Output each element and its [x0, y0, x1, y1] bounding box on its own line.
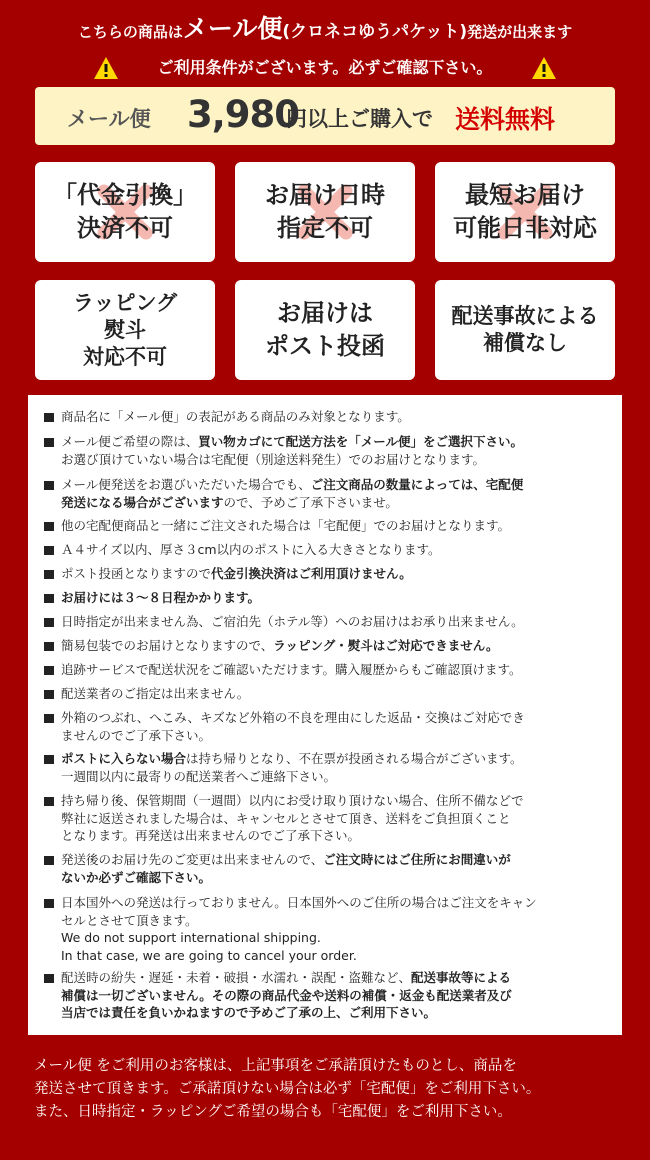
bullet-square — [44, 974, 54, 983]
rule-item — [44, 851, 631, 886]
notice-post-delivery — [235, 280, 415, 380]
rule-text-bold: お届けには３～８日程かかります。 — [61, 590, 261, 605]
header-mail-text: メール便 — [182, 14, 283, 43]
rule-text: 弊社に返送されました場合は、キャンセルとさせて頂き、送料をご負担頂くこと — [61, 810, 511, 826]
bullet-square — [44, 899, 54, 908]
notice-text: 「代金引換」 — [53, 181, 197, 209]
notice-text: 対応不可 — [83, 344, 167, 369]
rules-list — [28, 395, 622, 1035]
rule-text-bold: ご注文商品の数量によっては、宅配便 — [310, 477, 524, 492]
rule-item — [44, 894, 631, 964]
rule-text: は持ち帰りとなり、不在票が投函される場合がございます。 — [186, 751, 523, 766]
bullet-square — [44, 856, 54, 865]
header-text: こちらの商品は — [77, 23, 183, 41]
bullet-square — [44, 413, 54, 422]
warning-icon — [531, 56, 557, 80]
footer-line: メール便 をご利用のお客様は、上記事項をご承諾頂けたものとし、商品を — [34, 1058, 517, 1074]
banner-mail-label: メール便 — [67, 107, 151, 131]
rule-text: メール便ご希望の際は、 — [61, 434, 199, 449]
rule-text: セルとさせて頂きます。 — [61, 912, 198, 928]
banner-free-shipping: 送料無料 — [455, 105, 556, 134]
notice-no-cod — [35, 162, 215, 262]
rule-text: 日本国外への発送は行っておりません。日本国外へのご住所の場合はご注文をキャン — [61, 895, 537, 910]
rule-text: 他の宅配便商品と一緒にご注文された場合は「宅配便」でのお届けとなります。 — [61, 518, 511, 533]
footer-note — [34, 1055, 624, 1124]
rule-text: 簡易包装でのお届けとなりますので、 — [61, 638, 274, 653]
rule-item — [44, 637, 631, 655]
rule-item — [44, 541, 631, 559]
rule-text: 配送業者のご指定は出来ません。 — [61, 686, 250, 701]
notice-text: 配送事故による — [451, 304, 599, 328]
rule-text: 一週間以内に最寄りの配送業者へご連絡下さい。 — [61, 768, 337, 784]
rule-text: メール便発送をお選びいただいた場合でも、 — [61, 477, 311, 492]
rule-text: ませんのでご了承下さい。 — [61, 727, 212, 743]
rule-text-bold: ポストに入らない場合 — [61, 751, 187, 766]
notice-text: ラッピング — [72, 290, 178, 315]
bullet-square — [44, 714, 54, 723]
rule-text-bold: 買い物カゴにて配送方法を「メール便」をご選択下さい。 — [198, 434, 524, 449]
rule-text-bold: 配送事故等による — [411, 970, 512, 985]
notice-text: 補償なし — [483, 331, 567, 355]
rule-text: 商品名に「メール便」の表記がある商品のみ対象となります。 — [61, 409, 410, 424]
rule-text-bold: ないか必ずご確認下さい。 — [61, 869, 212, 885]
rule-item — [44, 613, 631, 631]
bullet-square — [44, 666, 54, 675]
footer-line: また、日時指定・ラッピングご希望の場合も「宅配便」をご利用下さい。 — [34, 1104, 512, 1120]
rule-item — [44, 661, 631, 679]
header-title — [0, 14, 650, 47]
rule-item — [44, 750, 631, 785]
rule-item — [44, 589, 631, 607]
rule-text: となります。再発送は出来ませんのでご了承下さい。 — [61, 828, 361, 843]
warning-text: ご利用条件がございます。必ずご確認下さい。 — [157, 58, 493, 77]
notice-text: 決済不可 — [77, 214, 173, 242]
rule-text: ポスト投函となりますので — [61, 566, 212, 581]
bullet-square — [44, 618, 54, 627]
rule-text-bold: 代金引換決済はご利用頂けません。 — [211, 566, 412, 581]
banner-amount: 3,980 — [187, 93, 300, 136]
bullet-square — [44, 481, 54, 490]
rule-item — [44, 685, 631, 703]
rule-item — [44, 792, 631, 845]
bullet-square — [44, 797, 54, 806]
warning-row — [0, 55, 650, 81]
banner-condition: 円以上ご購入で — [286, 107, 433, 131]
rule-text-bold: 発送になる場合がございます — [61, 494, 224, 510]
rule-text: 配送時の紛失・遅延・未着・破損・水濡れ・誤配・盗難など、 — [61, 970, 412, 985]
bullet-square — [44, 546, 54, 555]
rule-text: 持ち帰り後、保管期間（一週間）以内にお受け取り頂けない場合、住所不備などで — [61, 793, 524, 808]
bullet-square — [44, 642, 54, 651]
notice-text: お届け日時 — [265, 181, 385, 209]
rule-item — [44, 709, 631, 744]
notice-no-compensation — [435, 280, 615, 380]
rule-text-bold: ご注文時にはご住所にお間違いが — [323, 852, 511, 867]
rule-text: お選び頂けていない場合は宅配便（別途送料発生）でのお届けとなります。 — [61, 451, 486, 467]
notice-text: ポスト投函 — [265, 332, 385, 360]
rule-text: ので、予めご了承下さいませ。 — [223, 494, 398, 510]
notice-text: 熨斗 — [104, 317, 146, 342]
rule-text: 発送後のお届け先のご変更は出来ませんので、 — [61, 852, 324, 867]
notice-no-earliest — [435, 162, 615, 262]
bullet-square — [44, 690, 54, 699]
rule-item — [44, 476, 631, 511]
rule-text: Ａ４サイズ以内、厚さ３cm以内のポストに入る大きさとなります。 — [61, 542, 441, 557]
bullet-square — [44, 570, 54, 579]
warning-icon — [93, 56, 119, 80]
rule-text: 日時指定が出来ません為、ご宿泊先（ホテル等）へのお届けはお承り出来ません。 — [61, 614, 524, 629]
rule-text: 追跡サービスで配送状況をご確認いただけます。購入履歴からもご確認頂けます。 — [61, 662, 522, 677]
rule-item — [44, 565, 631, 583]
rule-text-bold: 当店では責任を負いかねますので予めご了承の上、ご利用下さい。 — [61, 1005, 437, 1020]
rule-text: 外箱のつぶれ、へこみ、キズなど外箱の不良を理由にした返品・交換はご対応でき — [61, 710, 525, 725]
notice-text: お届けは — [277, 299, 373, 327]
rule-text-bold: ラッピング・熨斗はご対応できません。 — [273, 638, 499, 653]
free-shipping-banner — [35, 87, 615, 145]
bullet-square — [44, 438, 54, 447]
footer-line: 発送させて頂きます。ご承諾頂けない場合は必ず「宅配便」をご利用下さい。 — [34, 1081, 541, 1097]
rule-item — [44, 517, 631, 535]
header-service-text: (クロネコゆうパケット) — [282, 22, 468, 42]
bullet-square — [44, 594, 54, 603]
rule-item — [44, 433, 631, 468]
notice-text: 指定不可 — [277, 214, 373, 242]
notice-text: 最短お届け — [465, 181, 585, 209]
rule-item — [44, 969, 631, 1022]
rule-text-bold: 補償は一切ございません。その際の商品代金や送料の補償・返金も配送業者及び — [61, 987, 512, 1003]
bullet-square — [44, 755, 54, 764]
rule-item — [44, 408, 631, 426]
notice-text: 可能日非対応 — [453, 214, 597, 242]
rule-text-english: In that case, we are going to cancel your order. — [61, 947, 357, 963]
rule-text-english: We do not support international shipping. — [61, 930, 321, 945]
notice-no-date-time — [235, 162, 415, 262]
bullet-square — [44, 522, 54, 531]
header-text-end: 発送が出来ます — [467, 23, 573, 41]
notice-no-wrapping — [35, 280, 215, 380]
